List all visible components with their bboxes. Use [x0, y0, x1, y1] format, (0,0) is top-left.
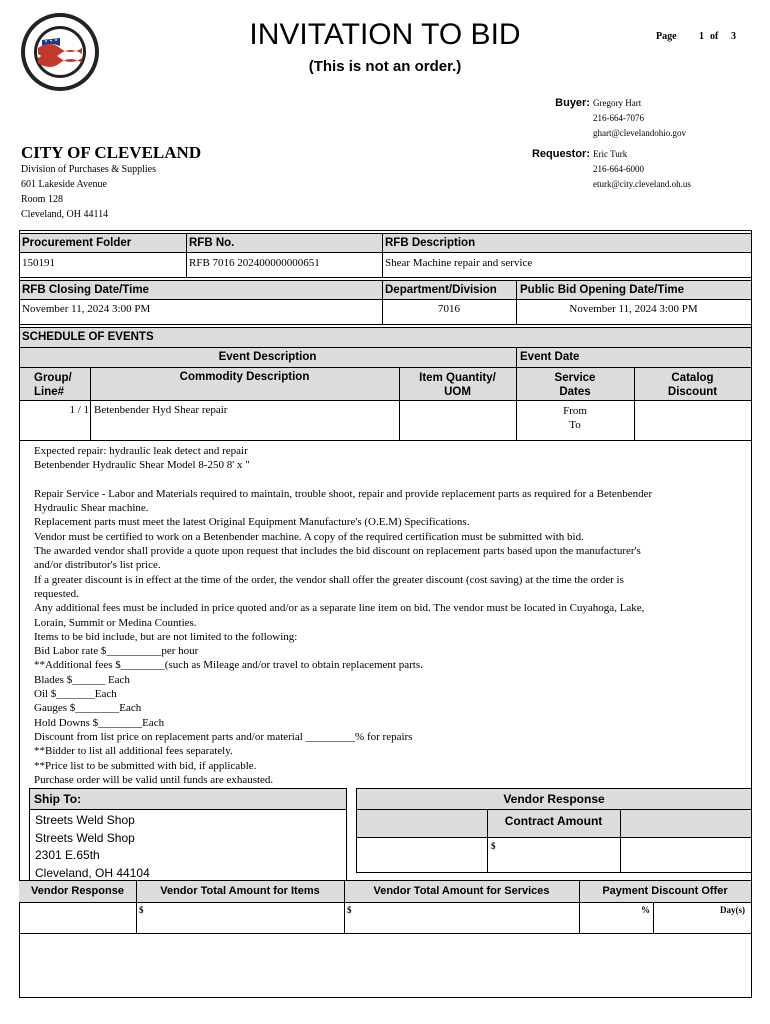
rfb-no-value: RFB 7016 202400000000651: [189, 257, 320, 269]
description-line: **Bidder to list all additional fees separately.: [34, 745, 233, 758]
buyer-label: Buyer:: [555, 97, 590, 109]
description-line: Repair Service - Labor and Materials required to maintain, trouble shoot, repair and provide replacement parts as required for a Betenbender: [34, 487, 653, 500]
col-service-dates: Service Dates: [554, 372, 596, 398]
document-subtitle: (This is not an order.): [308, 58, 462, 75]
requestor-label: Requestor:: [531, 148, 590, 160]
event-description-label: Event Description: [218, 351, 317, 363]
total-items-field[interactable]: $: [139, 905, 144, 915]
buyer-phone: 216-664-7076: [593, 113, 644, 123]
contract-amount-field[interactable]: $: [491, 841, 496, 851]
procurement-folder-label: Procurement Folder: [22, 237, 132, 249]
page-total: 3: [731, 31, 736, 42]
description-line: Items to be bid include, but are not limited to the following:: [34, 630, 298, 643]
rfb-description-value: Shear Machine repair and service: [385, 257, 533, 269]
description-line: Blades $______ Each: [34, 673, 130, 686]
bid-description: [34, 444, 754, 787]
description-line: Replacement parts must meet the latest Original Equipment Manufacture's (O.E.M) Specifications.: [34, 516, 470, 529]
col-total-services: Vendor Total Amount for Services: [373, 885, 550, 897]
col-quantity: Item Quantity/ UOM: [419, 372, 496, 398]
description-line: and/or distributor's list price.: [34, 559, 161, 572]
description-line: Hold Downs $________Each: [34, 716, 165, 729]
buyer-email[interactable]: ghart@clevelandohio.gov: [593, 128, 687, 138]
closing-value: November 11, 2024 3:00 PM: [22, 303, 151, 315]
description-line: Bid Labor rate $__________per hour: [34, 645, 199, 658]
description-line: **Price list to be submitted with bid, if applicable.: [34, 759, 257, 772]
description-line: The awarded vendor shall provide a quote upon request that includes the bid discount on replacement parts based upon the manufacturer's: [34, 545, 641, 558]
description-line: Vendor must be certified to work on a Betenbender machine. A copy of the required certification must be submitted with bid.: [34, 530, 584, 543]
description-line: Oil $_______Each: [34, 688, 117, 701]
description-line: Any additional fees must be included in price quoted and/or as a separate line item on bid. The vendor must be located in Cuyahoga, Lake,: [34, 602, 645, 615]
buyer-name: Gregory Hart: [593, 98, 642, 108]
rfb-no-label: RFB No.: [189, 237, 235, 249]
organization-name: CITY OF CLEVELAND: [21, 143, 202, 162]
buyer-contact: [593, 96, 686, 141]
closing-label: RFB Closing Date/Time: [22, 284, 149, 296]
row-commodity: Betenbender Hyd Shear repair: [94, 404, 228, 416]
col-catalog-discount: Catalog Discount: [667, 372, 718, 398]
description-line: Discount from list price on replacement parts and/or material _________% for repairs: [34, 730, 413, 743]
discount-percent-field[interactable]: %: [641, 905, 650, 915]
requestor-contact: [593, 147, 691, 192]
description-line: **Additional fees $________(such as Mileage and/or travel to obtain replacement parts.: [34, 659, 423, 672]
page-label: Page: [656, 31, 677, 42]
description-line: Hydraulic Shear machine.: [34, 502, 149, 515]
description-line: If a greater discount is in effect at the time of the order, the vendor shall offer the greater discount (cost saving) at the time the order is: [34, 573, 624, 586]
col-vendor-response: Vendor Response: [31, 885, 124, 897]
page-of: of: [710, 31, 719, 42]
requestor-email[interactable]: eturk@city.cleveland.oh.us: [593, 179, 691, 189]
requestor-phone: 216-664-6000: [593, 164, 644, 174]
description-line: Expected repair: hydraulic leak detect and repair: [34, 445, 248, 457]
col-payment-discount: Payment Discount Offer: [602, 885, 728, 897]
description-line: requested.: [34, 587, 79, 600]
col-commodity: Commodity Description: [179, 371, 310, 383]
schedule-heading: SCHEDULE OF EVENTS: [22, 331, 154, 343]
address-line: Room 128: [21, 194, 63, 205]
row-group-line: 1 / 1: [69, 404, 89, 416]
address-line: 601 Lakeside Avenue: [21, 179, 107, 190]
contract-amount-label: Contract Amount: [504, 814, 603, 828]
col-group-line: Group/ Line#: [34, 372, 72, 398]
description-line: Gauges $________Each: [34, 702, 142, 715]
event-date-label: Event Date: [520, 351, 580, 363]
discount-days-field[interactable]: Day(s): [720, 905, 745, 915]
opening-label: Public Bid Opening Date/Time: [520, 284, 685, 296]
procurement-folder-value: 150191: [22, 257, 55, 269]
ship-to-address: Streets Weld Shop Streets Weld Shop 2301 E.65th Cleveland, OH 44104: [35, 813, 150, 880]
description-line: Purchase order will be valid until funds are exhausted.: [34, 773, 274, 786]
row-service-dates: From To: [563, 405, 587, 431]
col-total-items: Vendor Total Amount for Items: [160, 885, 320, 897]
address-line: Cleveland, OH 44114: [21, 209, 109, 220]
ship-to-label: Ship To:: [34, 792, 82, 806]
rfb-description-label: RFB Description: [385, 237, 476, 249]
address-line: Division of Purchases & Supplies: [21, 164, 156, 175]
department-label: Department/Division: [385, 284, 497, 296]
description-line: Betenbender Hydraulic Shear Model 8-250 8' x ": [34, 459, 250, 472]
vendor-response-heading: Vendor Response: [503, 792, 605, 806]
description-line: Lorain, Summit or Medina Counties.: [34, 616, 197, 629]
department-value: 7016: [438, 303, 460, 315]
page-number: 1: [699, 31, 704, 42]
requestor-name: Eric Turk: [593, 149, 628, 159]
opening-value: November 11, 2024 3:00 PM: [569, 303, 698, 315]
document-title: INVITATION TO BID: [249, 18, 521, 51]
description-line: [34, 473, 754, 487]
total-services-field[interactable]: $: [347, 905, 352, 915]
